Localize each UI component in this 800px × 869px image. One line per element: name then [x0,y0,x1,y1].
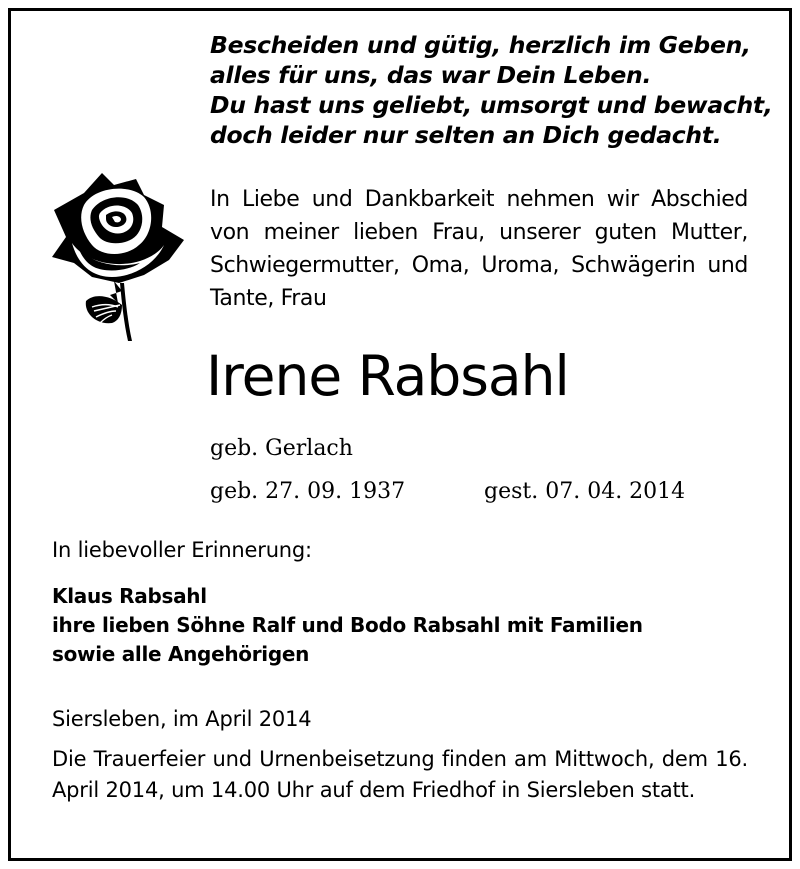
deceased-name: Irene Rabsahl [206,344,569,408]
birth-date: geb. 27. 09. 1937 [210,479,406,504]
poem-line: doch leider nur selten an Dich gedacht. [210,121,722,149]
death-date: gest. 07. 04. 2014 [484,479,686,504]
maiden-name: geb. Gerlach [210,436,353,461]
poem [210,30,773,150]
mourner-line: sowie alle Angehörigen [52,642,310,666]
mourner-line: ihre lieben Söhne Ralf und Bodo Rabsahl mit Familien [52,613,643,637]
rose-icon [44,165,189,345]
mourners-list [52,582,752,669]
mourner-line: Klaus Rabsahl [52,584,207,608]
poem-line: Bescheiden und gütig, herzlich im Geben, [210,31,751,59]
intro-text: In Liebe und Dankbarkeit nehmen wir Abschied von meiner lieben Frau, unserer guten Mutter, Schwiegermutter, Oma, Uroma, Schwägerin und Tante, Frau [210,187,748,311]
poem-line: Du hast uns geliebt, umsorgt und bewacht, [210,91,773,119]
memory-label: In liebevoller Erinnerung: [52,538,312,562]
poem-line: alles für uns, das war Dein Leben. [210,61,652,89]
funeral-notice: Die Trauerfeier und Urnenbeisetzung finden am Mittwoch, dem 16. April 2014, um 14.00 Uhr auf dem Friedhof in Siersleben statt. [52,747,748,802]
place-date: Siersleben, im April 2014 [52,707,312,731]
